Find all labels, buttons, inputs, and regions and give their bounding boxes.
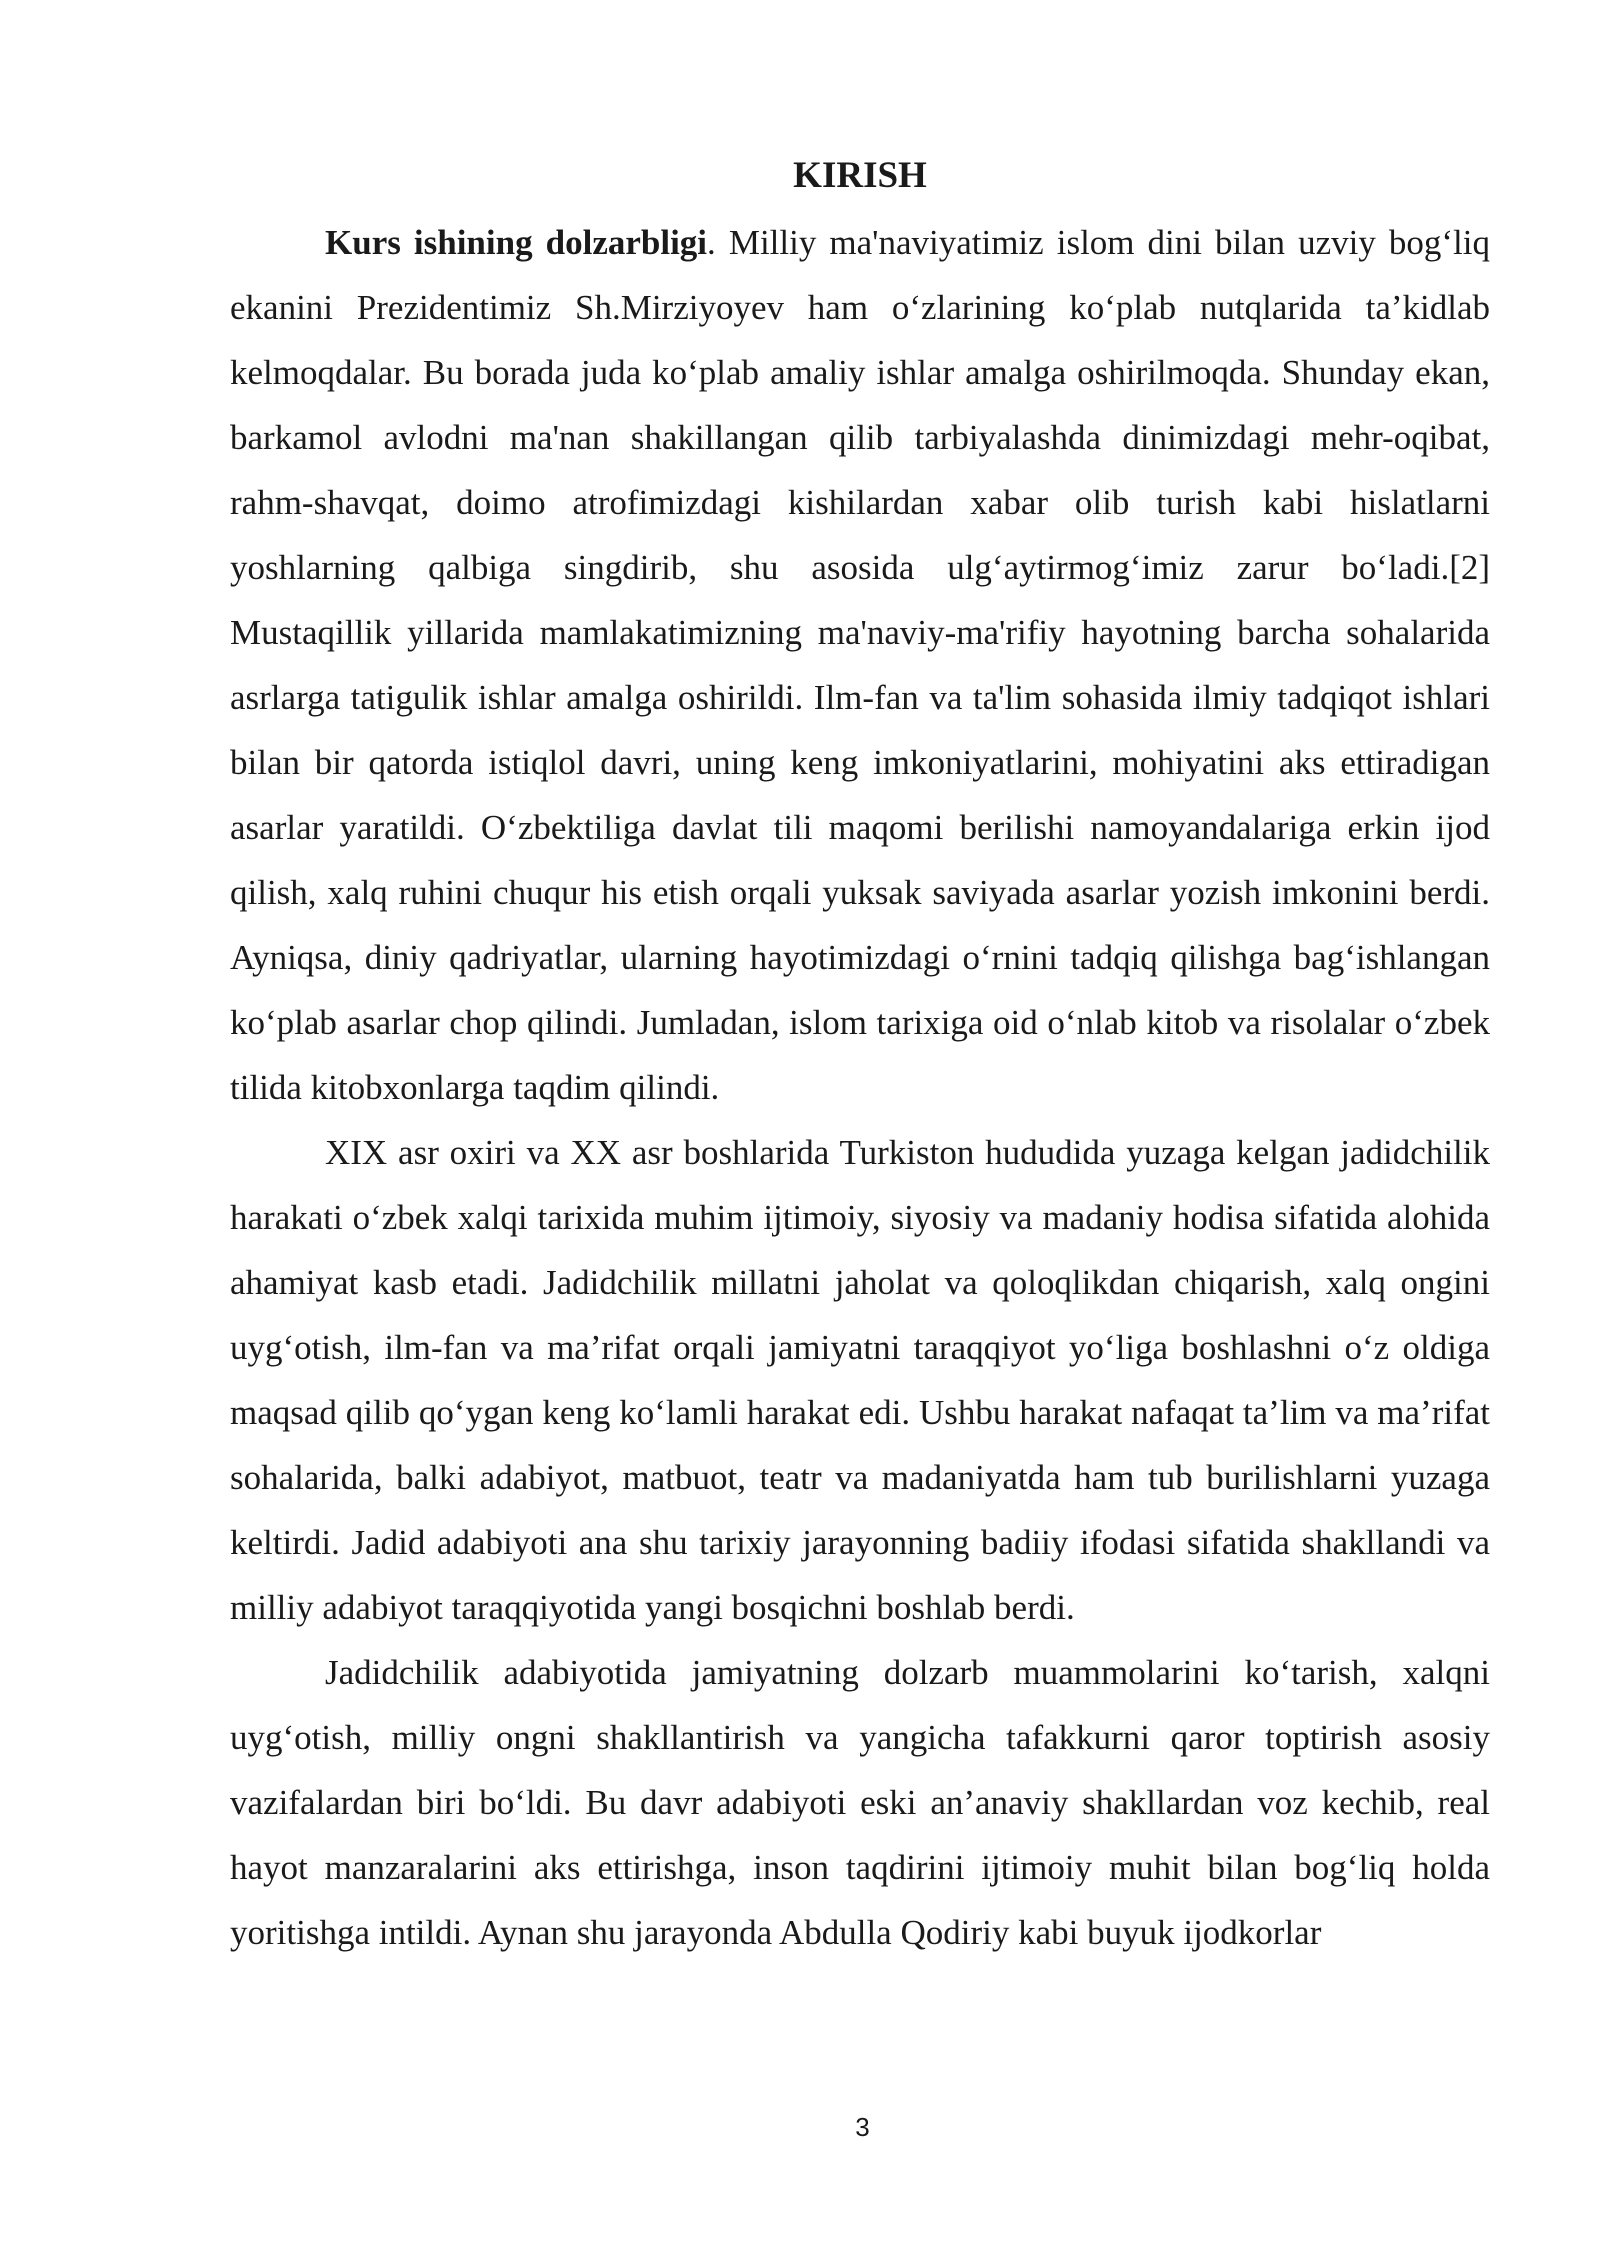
paragraph-relevance bbox=[230, 210, 1490, 1120]
document-page bbox=[230, 150, 1490, 1965]
paragraph-jadidism: XIX asr oxiri va XX asr boshlarida Turkiston hududida yuzaga kelgan jadidchilik harakati o‘zbek xalqi tarixida muhim ijtimoiy, siyosiy va madaniy hodisa sifatida alohida ahamiyat kasb etadi. Jadidchilik millatni jaholat va qoloqlikdan chiqarish, xalq ongini uyg‘otish, ilm-fan va ma’rifat orqali jamiyatni taraqqiyot yo‘liga boshlashni o‘z oldiga maqsad qilib qo‘ygan keng ko‘lamli harakat edi. Ushbu harakat nafaqat ta’lim va ma’rifat sohalarida, balki adabiyot, matbuot, teatr va madaniyatda ham tub burilishlarni yuzaga keltirdi. Jadid adabiyoti ana shu tarixiy jarayonning badiiy ifodasi sifatida shakllandi va milliy adabiyot taraqqiyotida yangi bosqichni boshlab berdi. bbox=[230, 1133, 1490, 1627]
paragraph-lead: Kurs ishining dolzarbligi bbox=[325, 223, 708, 262]
section-heading: KIRISH bbox=[793, 155, 927, 196]
page-number: 3 bbox=[855, 2112, 870, 2142]
paragraph-text: . Milliy ma'naviyatimiz islom dini bilan uzviy bog‘liq ekanini Prezidentimiz Sh.Mirziyoyev ham o‘zlarining ko‘plab nutqlarida ta’kidlab kelmoqdalar. Bu borada juda ko‘plab amaliy ishlar amalga oshirilmoqda. Shunday ekan, barkamol avlodni ma'nan shakillangan qilib tarbiyalashda dinimizdagi mehr-oqibat, rahm-shavqat, doimo atrofimizdagi kishilardan xabar olib turish kabi hislatlarni yoshlarning qalbiga singdirib, shu asosida ulg‘aytirmog‘imiz zarur bo‘ladi.[2] Mustaqillik yillarida mamlakatimizning ma'naviy-ma'rifiy hayotning barcha sohalarida asrlarga tatigulik ishlar amalga oshirildi. Ilm-fan va ta'lim sohasida ilmiy tadqiqot ishlari bilan bir qatorda istiqlol davri, uning keng imkoniyatlarini, mohiyatini aks ettiradigan asarlar yaratildi. O‘zbektiliga davlat tili maqomi berilishi namoyandalariga erkin ijod qilish, xalq ruhini chuqur his etish orqali yuksak saviyada asarlar yozish imkonini berdi. Ayniqsa, diniy qadriyatlar, ularning hayotimizdagi o‘rnini tadqiq qilishga bag‘ishlangan ko‘plab asarlar chop qilindi. Jumladan, islom tarixiga oid o‘nlab kitob va risolalar o‘zbek tilida kitobxonlarga taqdim qilindi. bbox=[230, 223, 1490, 1107]
paragraph-jadid-literature: Jadidchilik adabiyotida jamiyatning dolzarb muammolarini ko‘tarish, xalqni uyg‘otish, milliy ongni shakllantirish va yangicha tafakkurni qaror toptirish asosiy vazifalardan biri bo‘ldi. Bu davr adabiyoti eski an’anaviy shakllardan voz kechib, real hayot manzaralarini aks ettirishga, inson taqdirini ijtimoiy muhit bilan bog‘liq holda yoritishga intildi. Aynan shu jarayonda Abdulla Qodiriy kabi buyuk ijodkorlar bbox=[230, 1653, 1490, 1952]
